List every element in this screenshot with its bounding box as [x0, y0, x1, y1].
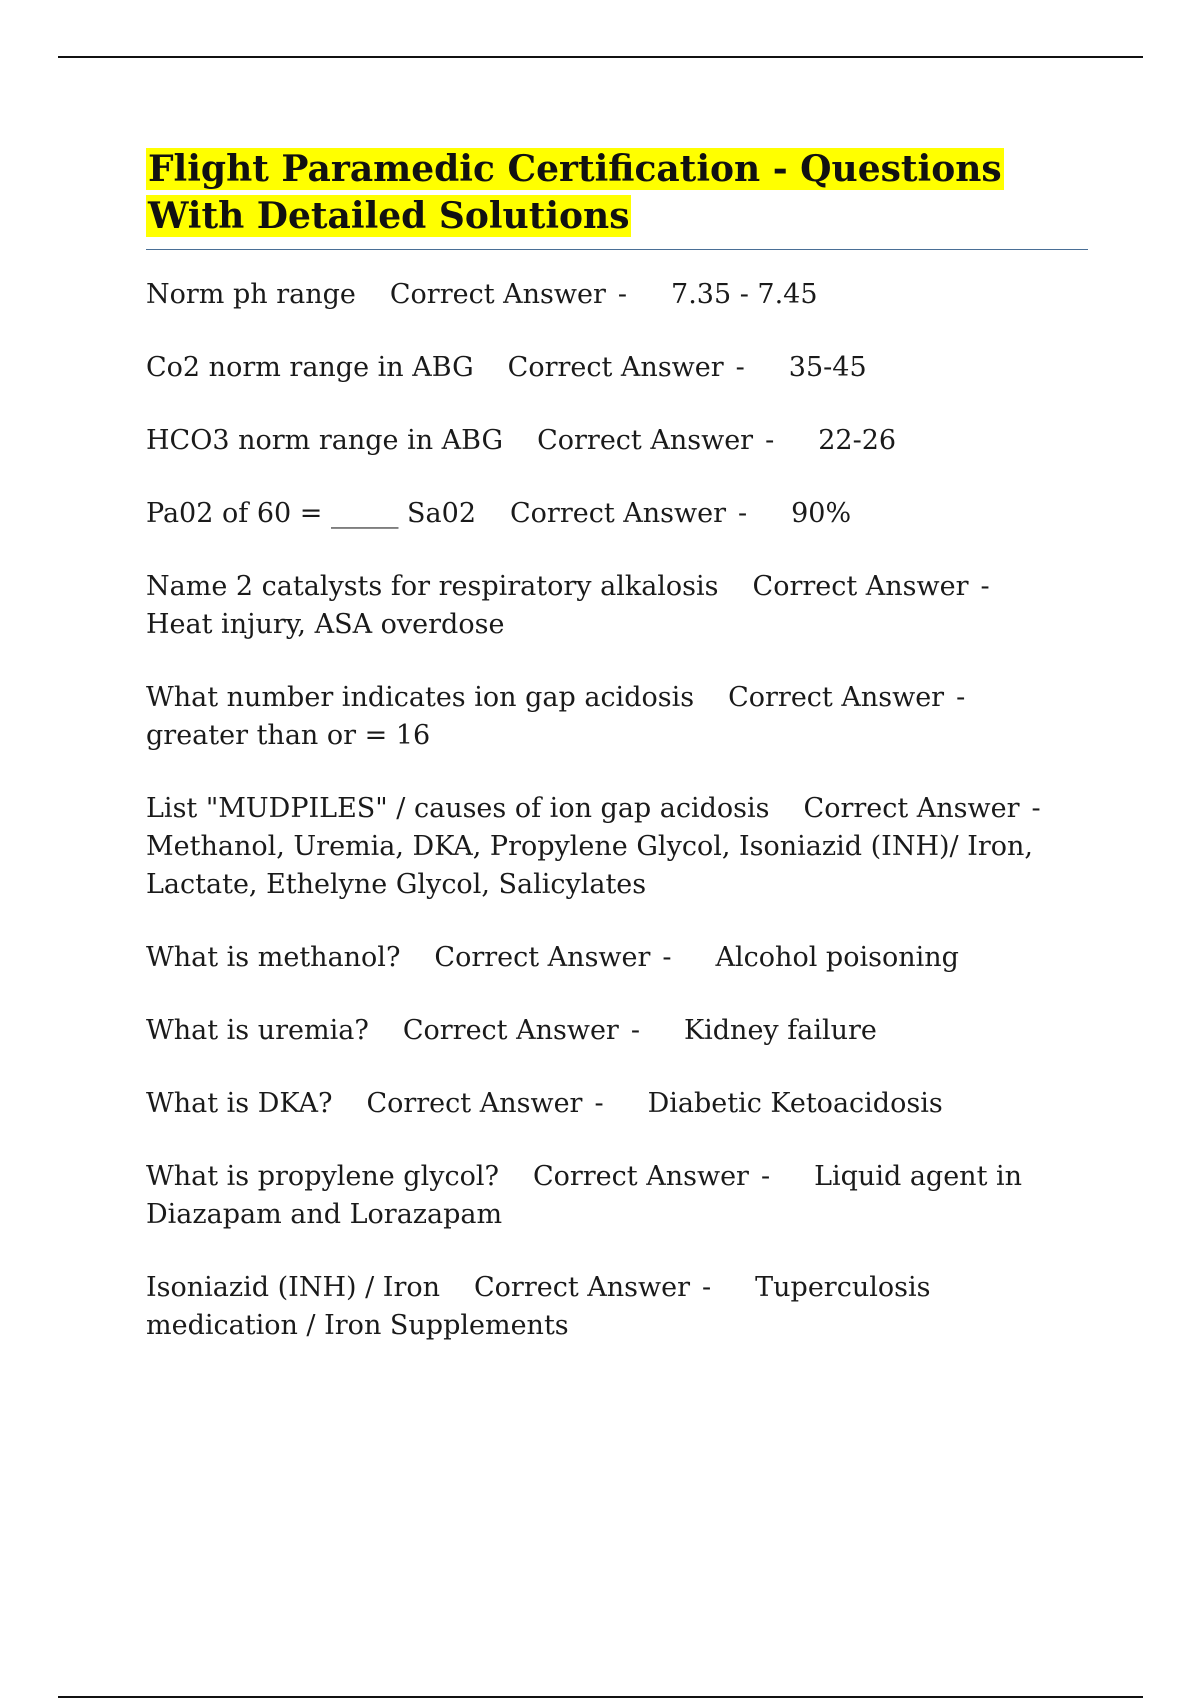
answer-dash: -: [738, 498, 748, 529]
answer-text: Methanol, Uremia, DKA, Propylene Glycol, Isoniazid (INH)/ Iron, Lactate, Ethelyne Glycol, Salicylates: [146, 831, 1034, 900]
qa-item: [146, 1158, 1088, 1234]
answer-text: Alcohol poisoning: [715, 942, 959, 973]
qa-item: [146, 422, 1088, 460]
qa-item: [146, 349, 1088, 387]
answer-label: Correct Answer: [434, 942, 651, 973]
answer-label: Correct Answer: [510, 498, 726, 529]
answer-dash: -: [702, 1272, 712, 1303]
answer-text: Kidney failure: [683, 1015, 877, 1046]
answer-text: Tuperculosis medication / Iron Supplements: [146, 1272, 931, 1341]
page-top-rule: [58, 56, 1143, 58]
qa-list: [146, 276, 1088, 1345]
document-title-text: Flight Paramedic Certification - Questions With Detailed Solutions: [148, 148, 1002, 237]
answer-text: 90%: [791, 498, 852, 529]
question-text: What is uremia?: [146, 1015, 369, 1046]
qa-item: [146, 790, 1088, 904]
answer-text: Liquid agent in Diazapam and Lorazapam: [146, 1161, 1023, 1230]
answer-dash: -: [617, 279, 628, 310]
qa-item: [146, 939, 1088, 977]
answer-text: 35-45: [788, 352, 867, 383]
answer-text: Diabetic Ketoacidosis: [647, 1088, 943, 1119]
qa-item: [146, 1085, 1088, 1123]
document-body: [146, 146, 1088, 1380]
answer-label: Correct Answer: [537, 425, 754, 456]
answer-dash: -: [980, 571, 990, 602]
question-text: What number indicates ion gap acidosis: [146, 682, 695, 713]
qa-item: [146, 495, 1088, 533]
answer-label: Correct Answer: [752, 571, 969, 602]
document-title: [146, 146, 1088, 240]
answer-label: Correct Answer: [803, 793, 1020, 824]
answer-label: Correct Answer: [474, 1272, 691, 1303]
answer-dash: -: [594, 1088, 604, 1119]
qa-item: [146, 568, 1088, 644]
answer-dash: -: [760, 1161, 771, 1192]
answer-label: Correct Answer: [532, 1161, 749, 1192]
question-text: Co2 norm range in ABG: [146, 352, 474, 383]
qa-item: [146, 679, 1088, 755]
answer-label: Correct Answer: [366, 1088, 583, 1119]
answer-dash: -: [662, 942, 672, 973]
question-text: What is DKA?: [146, 1088, 333, 1119]
answer-label: Correct Answer: [389, 279, 606, 310]
qa-item: [146, 1269, 1088, 1345]
question-text: Name 2 catalysts for respiratory alkalosis: [146, 571, 719, 602]
question-text: List "MUDPILES" / causes of ion gap acidosis: [146, 793, 770, 824]
answer-dash: -: [765, 425, 775, 456]
page-bottom-rule: [58, 1696, 1143, 1698]
question-text: Pa02 of 60 = _____ Sa02: [146, 498, 476, 529]
answer-text: Heat injury, ASA overdose: [146, 609, 505, 640]
question-text: Isoniazid (INH) / Iron: [146, 1272, 441, 1303]
answer-text: 22-26: [818, 425, 897, 456]
question-text: Norm ph range: [146, 279, 356, 310]
question-text: HCO3 norm range in ABG: [146, 425, 504, 456]
answer-text: 7.35 - 7.45: [671, 279, 818, 310]
question-text: What is propylene glycol?: [146, 1161, 499, 1192]
answer-text: greater than or = 16: [146, 720, 431, 751]
question-text: What is methanol?: [146, 942, 401, 973]
answer-label: Correct Answer: [507, 352, 724, 383]
answer-dash: -: [1031, 793, 1041, 824]
answer-dash: -: [735, 352, 745, 383]
answer-label: Correct Answer: [728, 682, 945, 713]
answer-dash: -: [956, 682, 966, 713]
answer-dash: -: [630, 1015, 640, 1046]
answer-label: Correct Answer: [402, 1015, 619, 1046]
qa-item: [146, 1012, 1088, 1050]
title-underline: [146, 249, 1088, 250]
qa-item: [146, 276, 1088, 314]
